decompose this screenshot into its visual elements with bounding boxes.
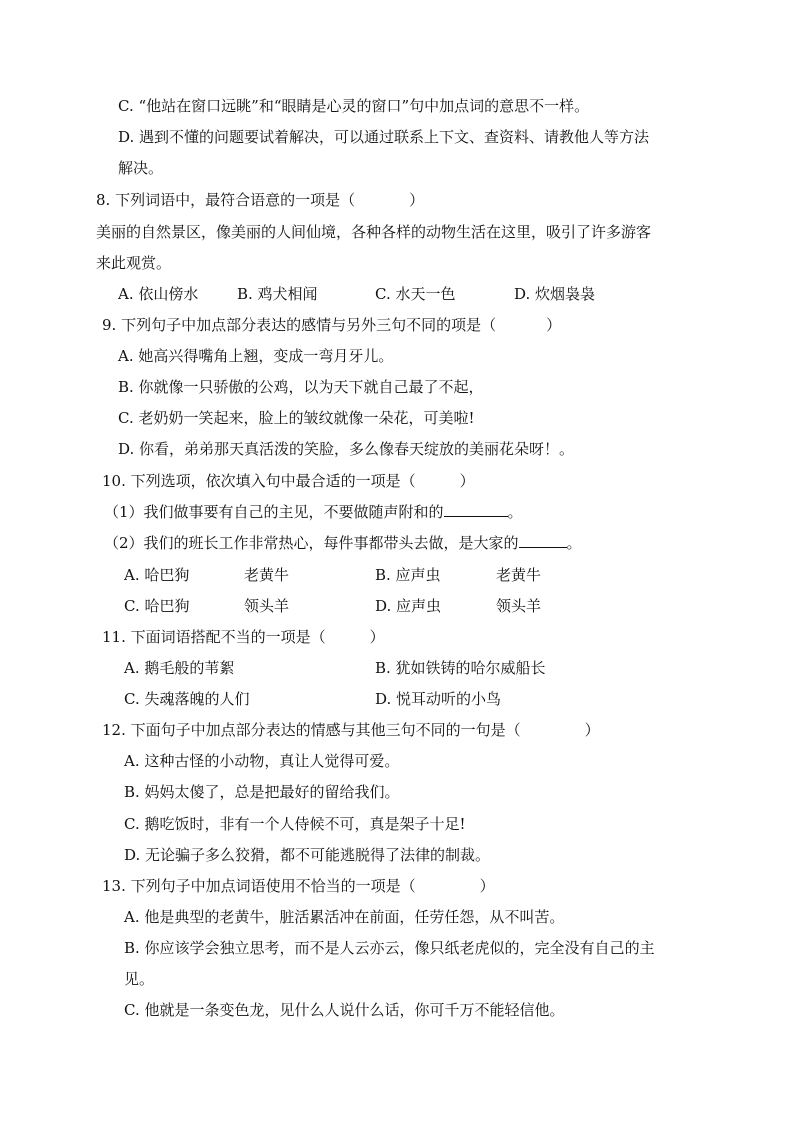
q10-sentence-1-text: （1）我们做事要有自己的主见，不要做随声附和的: [104, 503, 444, 521]
q11-stem-end: ）: [369, 628, 385, 646]
q9-option-a: A. 她高兴得嘴角上翘，变成一弯月牙儿。: [118, 347, 394, 365]
q9-stem-end: ）: [546, 316, 562, 334]
q9-stem-text: 9. 下列句子中加点部分表达的感情与另外三句不同的项是（: [102, 316, 497, 334]
q8-passage-line2: 来此观赏。: [96, 254, 172, 272]
q9-option-c: C. 老奶奶一笑起来，脸上的皱纹就像一朵花，可美啦!: [118, 409, 475, 427]
q10-blank-1: [444, 502, 508, 517]
q11-stem: [102, 627, 385, 647]
q10-sentence-1: [104, 502, 523, 522]
q10-option-a-word: 老黄牛: [244, 566, 290, 584]
q10-sentence-2-end: 。: [566, 534, 582, 552]
q10-sentence-1-end: 。: [507, 503, 523, 521]
q10-option-b-word: 老黄牛: [496, 566, 542, 584]
q10-stem-text: 10. 下列选项，依次填入句中最合适的一项是（: [102, 472, 416, 490]
q10-option-a-label: A. 哈巴狗: [124, 566, 190, 584]
q13-option-b-line1: B. 你应该学会独立思考，而不是人云亦云，像只纸老虎似的，完全没有自己的主: [124, 939, 655, 957]
q12-option-d: D. 无论骗子多么狡猾，都不可能逃脱得了法律的制裁。: [124, 846, 491, 864]
q13-option-c: C. 他就是一条变色龙，见什么人说什么话，你可千万不能轻信他。: [124, 1001, 565, 1019]
q11-option-a: A. 鹅毛般的苇絮: [124, 659, 235, 677]
q8-stem: [96, 190, 424, 210]
q10-option-b-label: B. 应声虫: [375, 566, 441, 584]
q12-stem: [102, 720, 600, 740]
q11-stem-text: 11. 下面词语搭配不当的一项是（: [102, 628, 326, 646]
q13-stem-text: 13. 下列句子中加点词语使用不恰当的一项是（: [102, 877, 416, 895]
q7-option-d-line1: D. 遇到不懂的问题要试着解决，可以通过联系上下文、查资料、请教他人等方法: [118, 128, 650, 146]
q8-stem-text: 8. 下列词语中，最符合语意的一项是（: [96, 191, 356, 209]
q7-option-d-line2: 解决。: [118, 159, 164, 177]
q13-stem-end: ）: [479, 877, 495, 895]
q8-option-d: D. 炊烟袅袅: [514, 285, 596, 303]
q10-blank-2: [519, 533, 567, 548]
q8-option-b: B. 鸡犬相闻: [237, 285, 318, 303]
q9-stem: [102, 315, 561, 335]
q8-option-c: C. 水天一色: [375, 285, 456, 303]
q10-option-d-label: D. 应声虫: [375, 597, 442, 615]
q9-option-b: B. 你就像一只骄傲的公鸡，以为天下就自己最了不起，: [118, 378, 484, 396]
q10-option-c-label: C. 哈巴狗: [124, 597, 190, 615]
q8-option-a: A. 依山傍水: [118, 285, 199, 303]
q13-stem: [102, 876, 495, 896]
q10-option-c-word: 领头羊: [244, 597, 290, 615]
q12-stem-end: ）: [584, 721, 600, 739]
q13-option-a: A. 他是典型的老黄牛，脏活累活冲在前面，任劳任怨，从不叫苦。: [124, 908, 565, 926]
q9-option-d: D. 你看，弟弟那天真活泼的笑脸，多么像春天绽放的美丽花朵呀！。: [118, 440, 575, 458]
q12-stem-text: 12. 下面句子中加点部分表达的情感与其他三句不同的一句是（: [102, 721, 521, 739]
q12-option-a: A. 这种古怪的小动物，真让人觉得可爱。: [124, 752, 400, 770]
q10-stem-end: ）: [459, 472, 475, 490]
q10-sentence-2-text: （2）我们的班长工作非常热心，每件事都带头去做，是大家的: [104, 534, 519, 552]
q8-stem-end: ）: [409, 191, 425, 209]
q10-stem: [102, 471, 475, 491]
q11-option-c: C. 失魂落魄的人们: [124, 690, 250, 708]
q13-option-b-line2: 见。: [124, 970, 155, 988]
q7-option-c: C. “他站在窗口远眺”和“眼睛是心灵的窗口”句中加点词的意思不一样。: [118, 97, 590, 115]
q11-option-b: B. 犹如铁铸的哈尔威船长: [375, 659, 546, 677]
q10-option-d-word: 领头羊: [496, 597, 542, 615]
q12-option-b: B. 妈妈太傻了，总是把最好的留给我们。: [124, 783, 400, 801]
q12-option-c: C. 鹅吃饭时，非有一个人侍候不可，真是架子十足!: [124, 815, 466, 833]
q11-option-d: D. 悦耳动听的小鸟: [375, 690, 502, 708]
q10-sentence-2: [104, 533, 582, 553]
q8-passage-line1: 美丽的自然景区，像美丽的人间仙境，各种各样的动物生活在这里，吸引了许多游客: [96, 223, 652, 241]
